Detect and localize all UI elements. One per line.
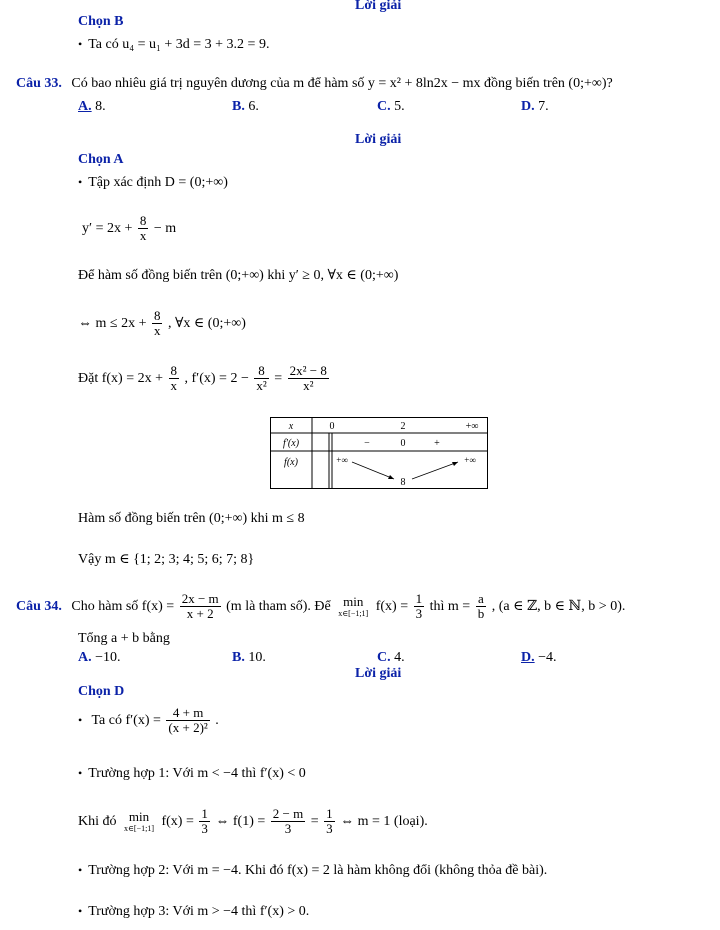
question-34: [16, 592, 625, 622]
table-zero: 0: [400, 438, 406, 449]
option-letter: A.: [78, 99, 92, 114]
option-value: 8.: [95, 99, 106, 114]
table-f-value: +∞: [464, 455, 476, 465]
option-letter: C.: [377, 99, 391, 114]
numerator: 4 + m: [166, 706, 209, 721]
table-header-fprime: f′(x): [282, 438, 300, 449]
denominator: (x + 2)²: [168, 720, 208, 736]
numerator: 1: [201, 806, 208, 822]
min-domain: x∈[−1;1]: [338, 609, 369, 619]
expr: thì m =: [429, 599, 471, 614]
table-x-value: +∞: [465, 421, 479, 432]
solution-line: • Trường hợp 1: Với m < −4 thì f′(x) < 0: [78, 764, 306, 783]
option-c[interactable]: [377, 98, 405, 116]
function-def-line: [78, 364, 331, 394]
expr: y′ = 2x +: [82, 221, 133, 236]
inequality-line: [78, 309, 246, 339]
option-a[interactable]: [78, 649, 121, 667]
option-value: −10.: [95, 650, 121, 665]
question-text: Có bao nhiêu giá trị nguyên dương của m để hàm số y = x² + 8ln2x − mx đồng biến trên (0;+∞)?: [71, 76, 613, 91]
option-value: 4.: [394, 650, 405, 665]
expr: , (a ∈ ℤ, b ∈ ℕ, b > 0).: [491, 599, 626, 614]
solution-line: • Ta có u₄ = u₁ + 3d = 3 + 3.2 = 9.: [78, 35, 269, 54]
option-letter: D.: [521, 99, 535, 114]
option-letter: D.: [521, 650, 535, 665]
table-sign: +: [434, 438, 440, 449]
option-a[interactable]: [78, 98, 106, 116]
question-label: Câu 33.: [16, 76, 62, 91]
numerator: 2 − m: [272, 806, 304, 822]
question-label: Câu 34.: [16, 599, 62, 614]
denominator: x: [170, 378, 177, 394]
fraction: [288, 364, 329, 393]
expr: (m là tham số). Để: [226, 599, 331, 614]
expr: , ∀x ∈ (0;+∞): [167, 316, 246, 331]
numerator: 8: [139, 213, 147, 229]
expr: Khi đó: [78, 814, 117, 829]
numerator: 8: [170, 363, 177, 379]
option-value: −4.: [538, 650, 557, 665]
variation-table: [270, 417, 488, 489]
numerator: 8: [153, 308, 161, 324]
expr: , f′(x) = 2 −: [184, 371, 249, 386]
table-x-value: 0: [329, 421, 335, 432]
chon-answer: Chọn D: [78, 684, 125, 699]
fraction: [169, 364, 180, 393]
min-operator: [122, 810, 156, 833]
solution-line: • Tập xác định D = (0;+∞): [78, 173, 228, 192]
question-text: Tổng a + b bằng: [78, 631, 170, 646]
fraction: [199, 807, 210, 836]
denominator: x + 2: [186, 606, 214, 622]
loi-giai-heading: Lời giải: [355, 132, 402, 147]
min-domain: x∈[−1;1]: [124, 824, 154, 834]
fraction: [324, 807, 335, 836]
solution-line: • Trường hợp 2: Với m = −4. Khi đó f(x) = 2 là hàm không đổi (không thỏa đề bài).: [78, 861, 547, 880]
option-value: 6.: [248, 99, 259, 114]
solution-line: Để hàm số đồng biến trên (0;+∞) khi y′ ≥ 0, ∀x ∈ (0;+∞): [78, 268, 399, 283]
decreasing-arrow: [352, 462, 394, 479]
solution-line: Vậy m ∈ {1; 2; 3; 4; 5; 6; 7; 8}: [78, 552, 255, 567]
table-sign: −: [364, 438, 370, 449]
solution-line: [78, 806, 428, 838]
fraction: [180, 592, 221, 621]
denominator: x: [139, 228, 147, 244]
solution-line: Hàm số đồng biến trên (0;+∞) khi m ≤ 8: [78, 511, 305, 526]
expr: ⇔ f(1) =: [215, 814, 266, 829]
option-value: 7.: [538, 99, 549, 114]
question-33: [16, 75, 613, 93]
table-f-value: +∞: [336, 455, 348, 465]
derivative-line: [82, 214, 176, 244]
loi-giai-heading: Lời giải: [355, 666, 402, 681]
fraction: [414, 592, 425, 621]
expr: Ta có f′(x) =: [91, 713, 161, 728]
denominator: b: [477, 606, 485, 622]
numerator: 2x² − 8: [289, 363, 327, 379]
min-label: min: [128, 809, 150, 825]
option-letter: C.: [377, 650, 391, 665]
option-value: 5.: [394, 99, 405, 114]
denominator: 3: [284, 821, 292, 837]
expr: ⇔ m ≤ 2x +: [78, 316, 147, 331]
denominator: x²: [303, 378, 314, 394]
expr: f(x) =: [375, 599, 409, 614]
fraction: [476, 592, 487, 621]
option-b[interactable]: [232, 649, 266, 667]
solution-line: • Trường hợp 3: Với m > −4 thì f′(x) > 0.: [78, 902, 309, 921]
expr: =: [310, 814, 319, 829]
fraction: [271, 807, 305, 836]
option-b[interactable]: [232, 98, 259, 116]
loi-giai-heading: Lời giải: [355, 0, 402, 13]
fraction: [152, 309, 163, 338]
expr: Đặt f(x) = 2x +: [78, 371, 163, 386]
denominator: 3: [201, 821, 208, 837]
chon-answer: Chọn B: [78, 14, 124, 29]
expr: Cho hàm số f(x) =: [71, 599, 175, 614]
min-operator: [336, 595, 370, 618]
table-f-min: 8: [400, 477, 406, 488]
min-label: min: [343, 594, 364, 610]
fraction: [254, 364, 268, 393]
option-d[interactable]: [521, 649, 557, 667]
numerator: a: [476, 592, 487, 607]
fraction: [138, 214, 149, 243]
table-header-x: x: [288, 421, 294, 432]
numerator: 1: [415, 591, 423, 607]
numerator: 1: [326, 806, 333, 822]
solution-line: [78, 703, 219, 738]
table-x-value: 2: [400, 421, 406, 432]
option-value: 10.: [248, 650, 266, 665]
increasing-arrow: [412, 462, 458, 479]
numerator: 2x − m: [181, 591, 219, 607]
denominator: x²: [256, 378, 267, 394]
option-letter: B.: [232, 99, 245, 114]
chon-answer: Chọn A: [78, 152, 124, 167]
denominator: 3: [326, 821, 333, 837]
expr: f(x) =: [161, 814, 194, 829]
table-header-f: f(x): [284, 457, 298, 468]
expr: ⇔ m = 1 (loại).: [340, 814, 428, 829]
expr: =: [274, 371, 283, 386]
fraction: [166, 706, 209, 735]
option-d[interactable]: [521, 98, 549, 116]
denominator: 3: [415, 606, 423, 622]
denominator: x: [153, 323, 161, 339]
expr: .: [215, 713, 219, 728]
option-letter: B.: [232, 650, 245, 665]
numerator: 8: [254, 364, 268, 379]
expr: − m: [153, 221, 177, 236]
option-letter: A.: [78, 650, 92, 665]
